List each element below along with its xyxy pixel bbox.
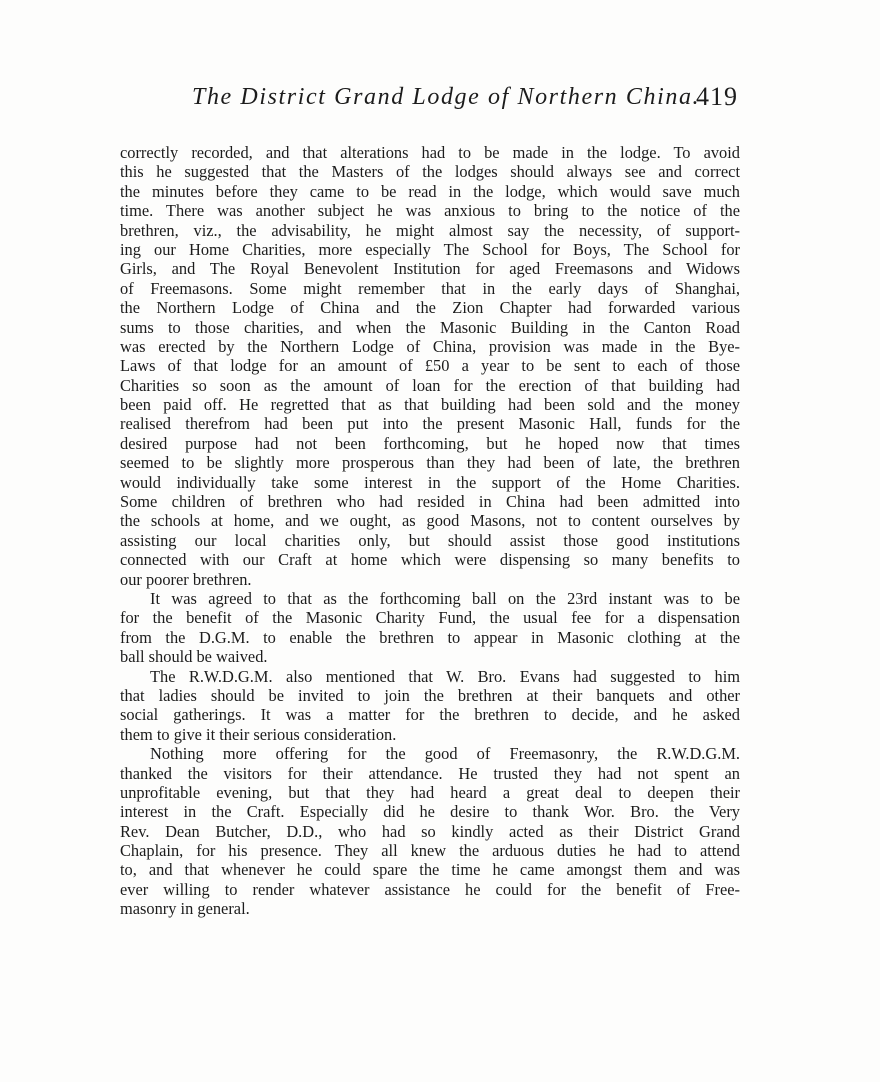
text-line: Laws of that lodge for an amount of £50 a year to be sent to each of those [120, 356, 740, 376]
text-line: ing our Home Charities, more especially The School for Boys, The School for [120, 239, 740, 259]
text-line: Girls, and The Royal Benevolent Institution for aged Freemasons and Widows [120, 259, 740, 279]
text-line: from the D.G.M. to enable the brethren to appear in Masonic clothing at the [120, 627, 740, 647]
text-line: seemed to be slightly more prosperous than they had been of late, the brethren [120, 453, 740, 473]
text-line: Chaplain, for his presence. They all knew the arduous duties he had to attend [120, 841, 740, 861]
text-line: assisting our local charities only, but should assist those good institutions [120, 530, 740, 550]
text-line: ever willing to render whatever assistance he could for the benefit of Free- [120, 879, 740, 899]
text-line: masonry in general. [120, 899, 250, 919]
text-line: Rev. Dean Butcher, D.D., who had so kindly acted as their District Grand [120, 821, 740, 841]
running-title: The District Grand Lodge of Northern China. [192, 84, 701, 110]
text-line: unprofitable evening, but that they had heard a great deal to deepen their [120, 782, 740, 802]
text-line: them to give it their serious consideration. [120, 724, 397, 744]
running-head [120, 82, 740, 122]
text-line: this he suggested that the Masters of the lodges should always see and correct [120, 162, 740, 182]
text-line: interest in the Craft. Especially did he desire to thank Wor. Bro. the Very [120, 802, 740, 822]
text-line: our poorer brethren. [120, 569, 252, 589]
text-line: thanked the visitors for their attendance. He trusted they had not spent an [120, 763, 740, 783]
text-line: It was agreed to that as the forthcoming ball on the 23rd instant was to be [150, 588, 740, 608]
text-line: that ladies should be invited to join the brethren at their banquets and other [120, 685, 740, 705]
text-line: for the benefit of the Masonic Charity Fund, the usual fee for a dispensation [120, 608, 740, 628]
text-line: to, and that whenever he could spare the time he came amongst them and was [120, 860, 740, 880]
text-line: was erected by the Northern Lodge of China, provision was made in the Bye- [120, 336, 740, 356]
text-line: connected with our Craft at home which were dispensing so many benefits to [120, 550, 740, 570]
text-line: ball should be waived. [120, 647, 268, 667]
text-line: been paid off. He regretted that as that building had been sold and the money [120, 395, 740, 415]
text-line: would individually take some interest in the support of the Home Charities. [120, 472, 740, 492]
text-line: of Freemasons. Some might remember that in the early days of Shanghai, [120, 278, 740, 298]
text-line: the schools at home, and we ought, as good Masons, not to content ourselves by [120, 511, 740, 531]
text-line: correctly recorded, and that alterations had to be made in the lodge. To avoid [120, 143, 740, 162]
text-line: brethren, viz., the advisability, he might almost say the necessity, of support- [120, 220, 740, 240]
text-line: Charities so soon as the amount of loan for the erection of that building had [120, 375, 740, 395]
text-line: time. There was another subject he was anxious to bring to the notice of the [120, 201, 740, 221]
text-line: The R.W.D.G.M. also mentioned that W. Bro. Evans had suggested to him [150, 666, 740, 686]
page-number: 419 [696, 82, 738, 111]
text-line: desired purpose had not been forthcoming, but he hoped now that times [120, 433, 740, 453]
text-line: Nothing more offering for the good of Freemasonry, the R.W.D.G.M. [150, 744, 740, 764]
text-line: social gatherings. It was a matter for the brethren to decide, and he asked [120, 705, 740, 725]
text-line: sums to those charities, and when the Masonic Building in the Canton Road [120, 317, 740, 337]
text-line: realised therefrom had been put into the present Masonic Hall, funds for the [120, 414, 740, 434]
text-line: the minutes before they came to be read in the lodge, which would save much [120, 181, 740, 201]
text-line: the Northern Lodge of China and the Zion Chapter had forwarded various [120, 298, 740, 318]
text-line: Some children of brethren who had resided in China had been admitted into [120, 492, 740, 512]
body-text [120, 143, 740, 919]
